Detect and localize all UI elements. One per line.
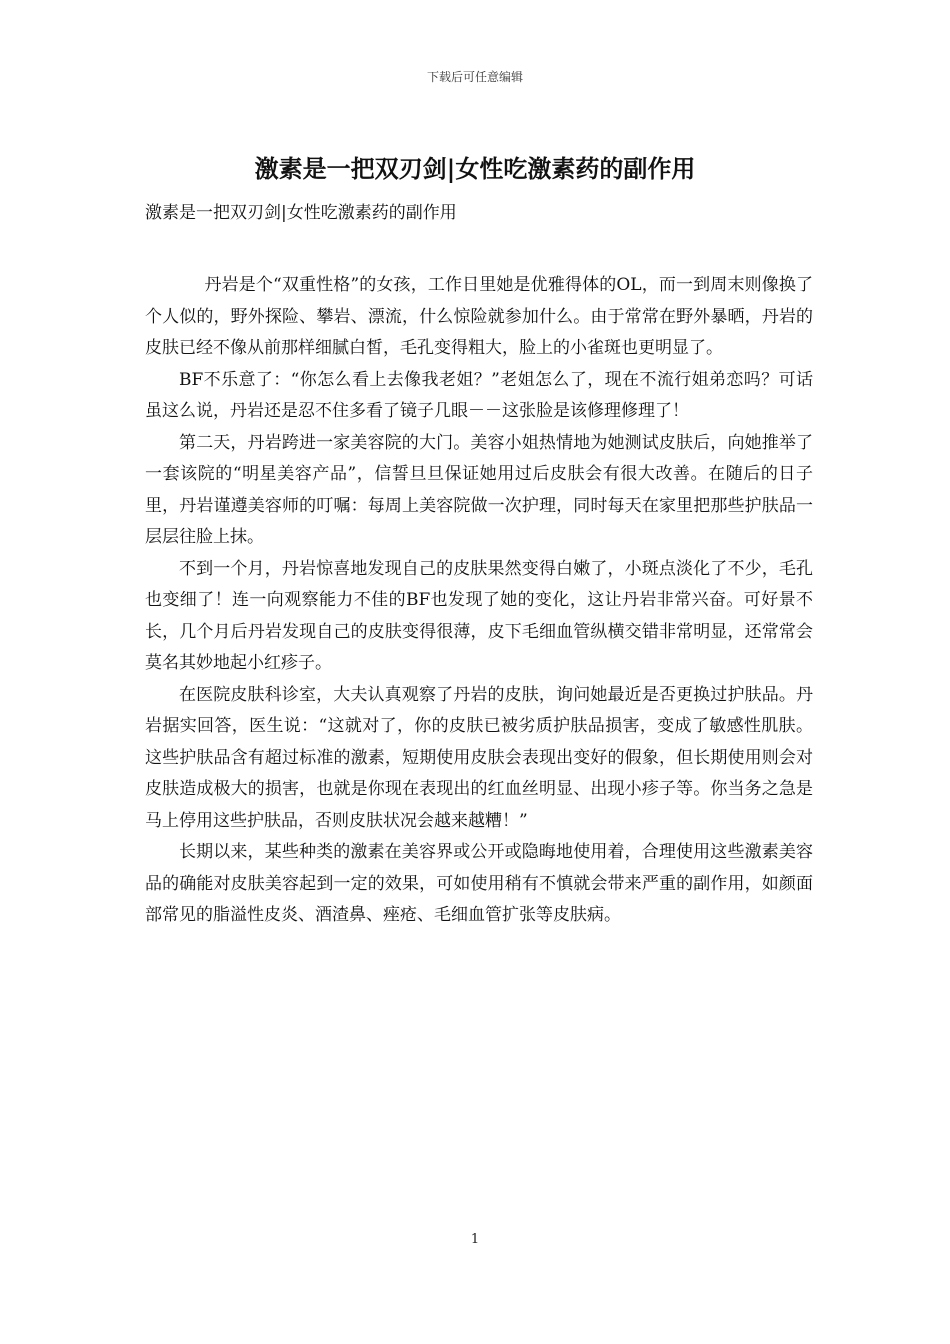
document-title: 激素是一把双刃剑|女性吃激素药的副作用 <box>254 154 696 183</box>
body-paragraph-1: 丹岩是个“双重性格”的女孩，工作日里她是优雅得体的OL，而一到周末则像换了个人似的，野外探险、攀岩、漂流，什么惊险就参加什么。由于常常在野外暴晒，丹岩的皮肤已经不像从前那样细腻白皙，毛孔变得粗大，脸上的小雀斑也更明显了。 <box>145 275 813 358</box>
body-paragraph-5: 在医院皮肤科诊室，大夫认真观察了丹岩的皮肤，询问她最近是否更换过护肤品。丹岩据实回答，医生说：“这就对了，你的皮肤已被劣质护肤品损害，变成了敏感性肌肤。这些护肤品含有超过标准的激素，短期使用皮肤会表现出变好的假象，但长期使用则会对皮肤造成极大的损害，也就是你现在表现出的红血丝明显、出现小疹子等。你当务之急是马上停用这些护肤品，否则皮肤状况会越来越糟！” <box>145 684 813 831</box>
document-subtitle: 激素是一把双刃剑|女性吃激素药的副作用 <box>145 203 457 223</box>
body-paragraph-2: BF不乐意了：“你怎么看上去像我老姐？”老姐怎么了，现在不流行姐弟恋吗？可话虽这么说，丹岩还是忍不住多看了镜子几眼－－这张脸是该修理修理了！ <box>145 369 813 421</box>
body-paragraph-4: 不到一个月，丹岩惊喜地发现自己的皮肤果然变得白嫩了，小斑点淡化了不少，毛孔也变细了！连一向观察能力不佳的BF也发现了她的变化，这让丹岩非常兴奋。可好景不长，几个月后丹岩发现自己的皮肤变得很薄，皮下毛细血管纵横交错非常明显，还常常会莫名其妙地起小红疹子。 <box>145 558 813 673</box>
page-header-note: 下载后可任意编辑 <box>426 70 523 84</box>
page-number: 1 <box>470 1232 480 1247</box>
document-body <box>145 270 813 932</box>
body-paragraph-3: 第二天，丹岩跨进一家美容院的大门。美容小姐热情地为她测试皮肤后，向她推举了一套该院的“明星美容产品”，信誓旦旦保证她用过后皮肤会有很大改善。在随后的日子里，丹岩谨遵美容师的叮嘱：每周上美容院做一次护理，同时每天在家里把那些护肤品一层层往脸上抹。 <box>145 432 813 547</box>
body-paragraph-6: 长期以来，某些种类的激素在美容界或公开或隐晦地使用着，合理使用这些激素美容品的确能对皮肤美容起到一定的效果，可如使用稍有不慎就会带来严重的副作用，如颜面部常见的脂溢性皮炎、酒渣鼻、痤疮、毛细血管扩张等皮肤病。 <box>145 842 813 925</box>
